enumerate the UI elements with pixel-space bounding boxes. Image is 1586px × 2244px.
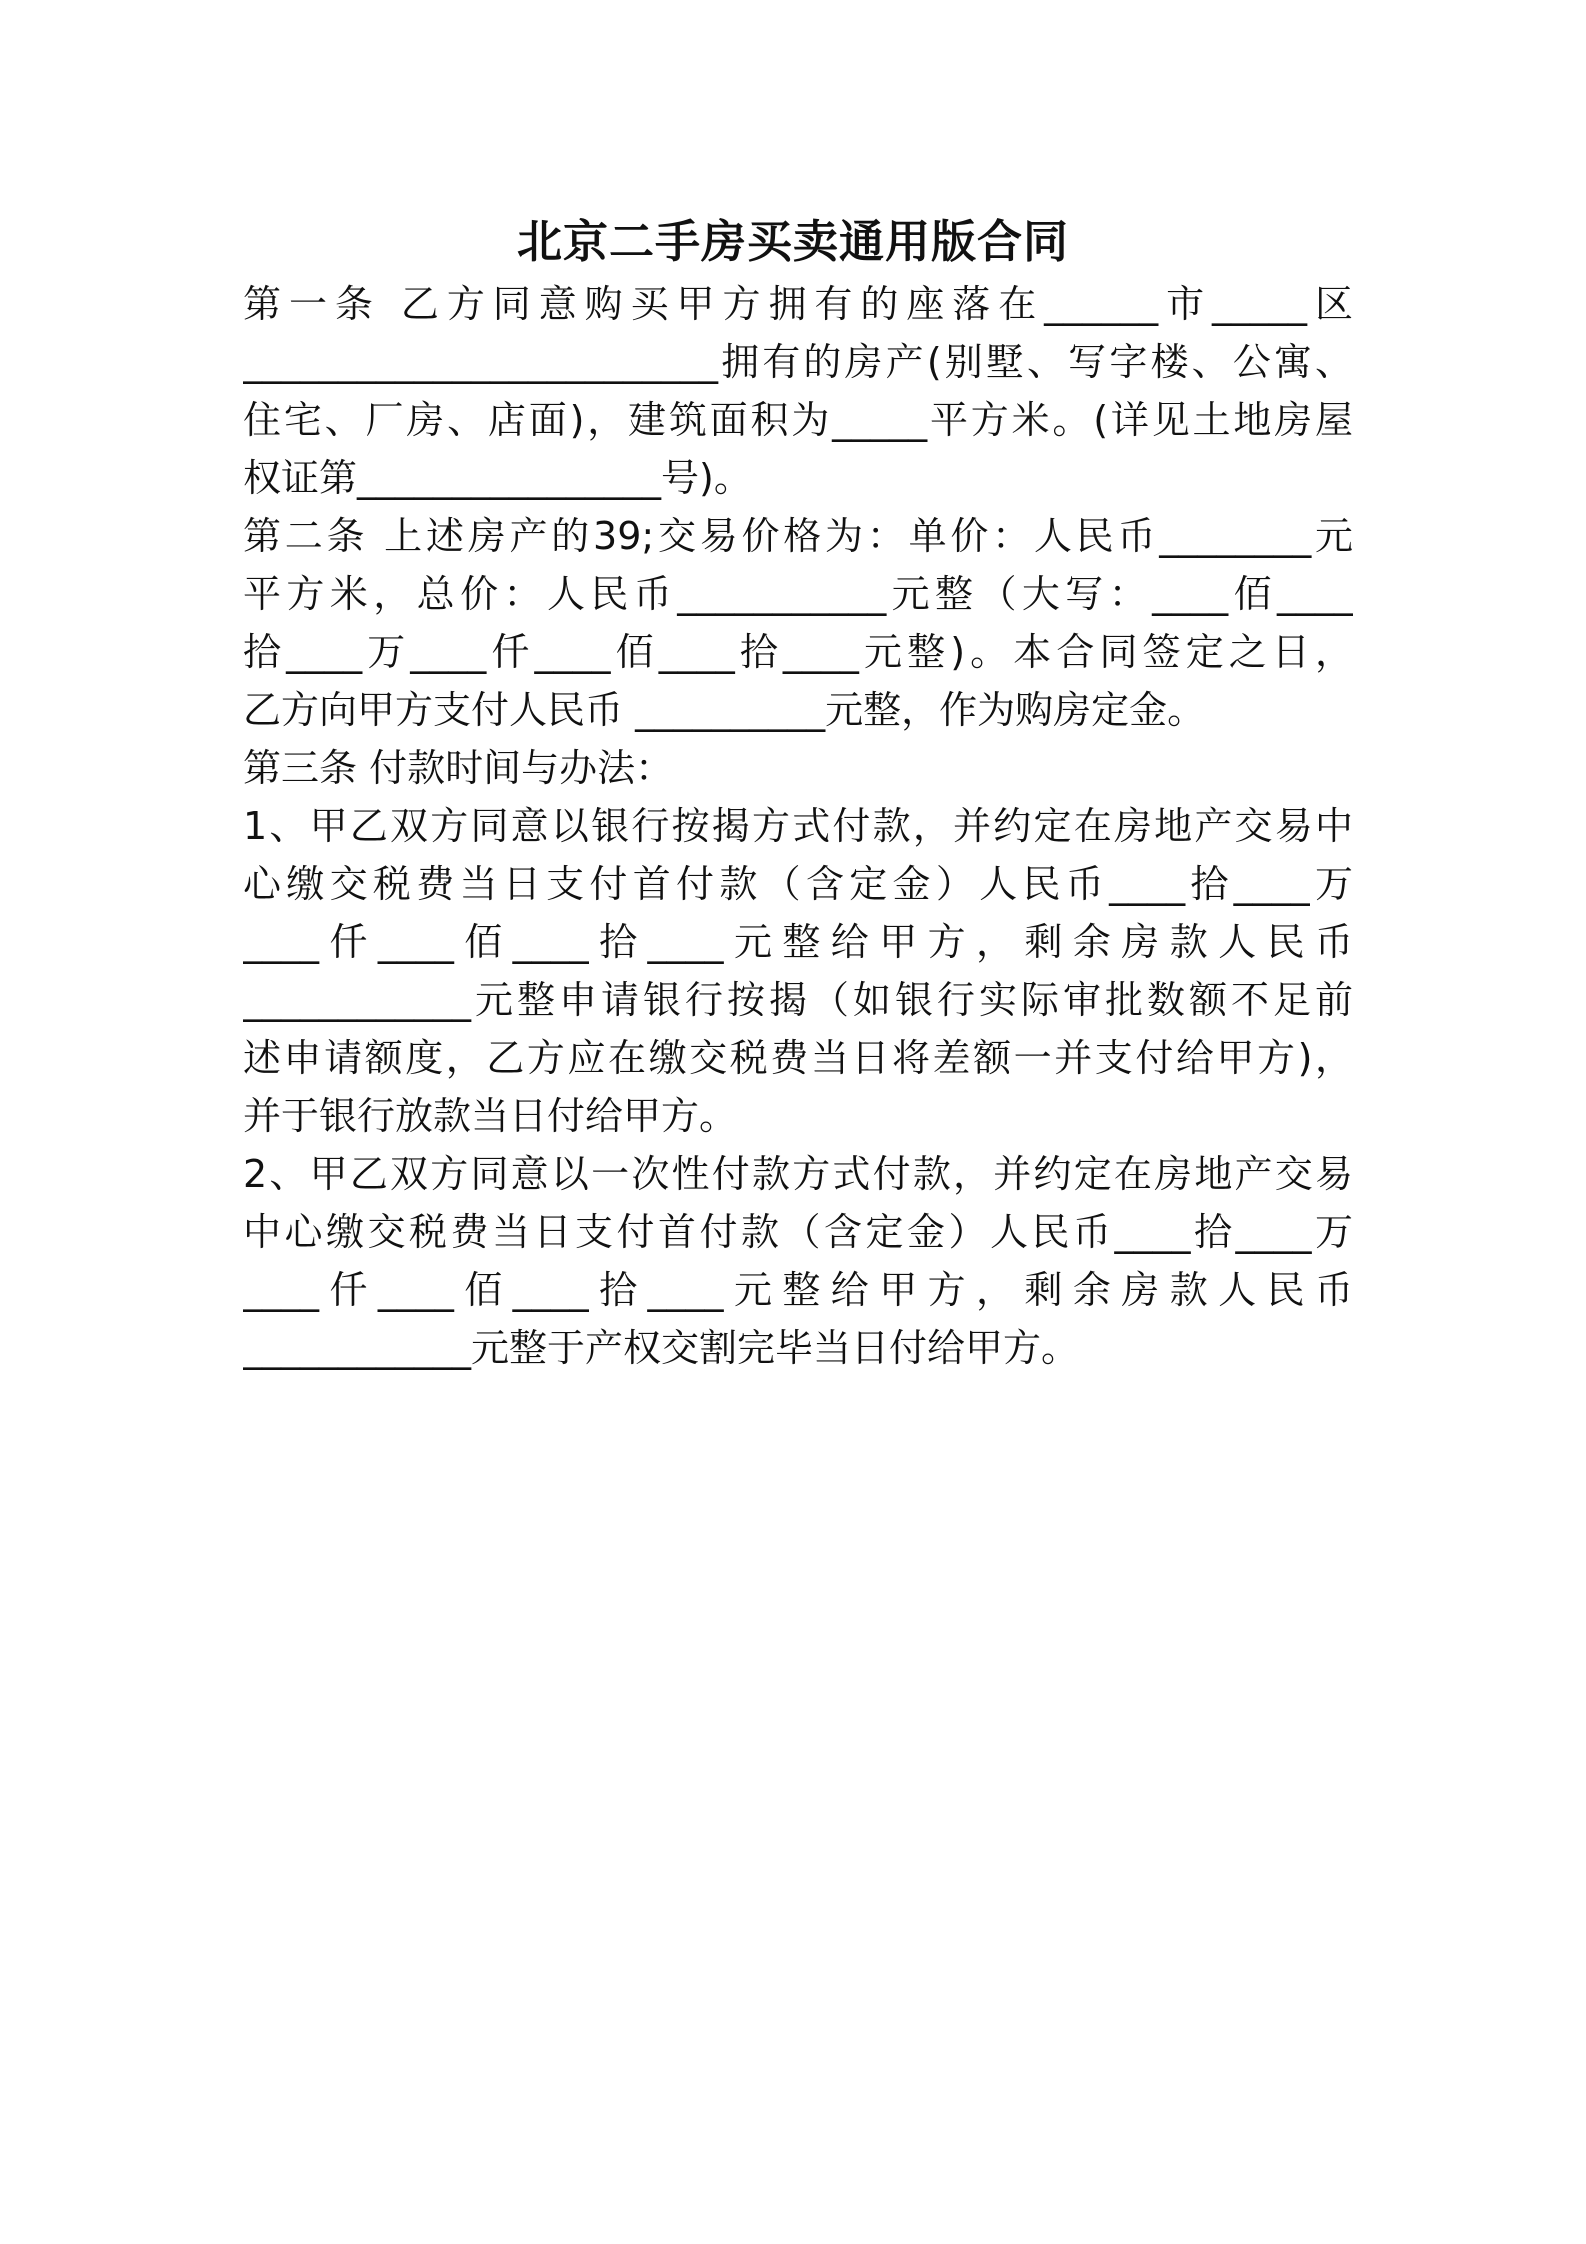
text-line: 乙方向甲方支付人民币 __________元整，作为购房定金。 xyxy=(243,688,1206,732)
text-line: 权证第________________号)。 xyxy=(243,456,752,500)
text-line: ____仟____佰____拾____元整给甲方，剩余房款人民币 xyxy=(243,920,1353,964)
text-line: 平方米，总价：人民币___________元整（大写：____佰____ xyxy=(243,572,1353,616)
text-line: ____仟____佰____拾____元整给甲方，剩余房款人民币 xyxy=(243,1268,1353,1312)
text-line: 2、甲乙双方同意以一次性付款方式付款，并约定在房地产交易 xyxy=(243,1152,1353,1196)
text-line: 第二条 上述房产的39;交易价格为：单价：人民币________元 xyxy=(243,514,1353,558)
text-line: _________________________拥有的房产(别墅、写字楼、公寓、 xyxy=(243,340,1353,384)
text-line: ____________元整于产权交割完毕当日付给甲方。 xyxy=(243,1326,1080,1370)
text-line: 心缴交税费当日支付首付款（含定金）人民币____拾____万 xyxy=(243,862,1353,906)
text-line: 第一条 乙方同意购买甲方拥有的座落在______市_____区 xyxy=(243,282,1353,326)
text-line: ____________元整申请银行按揭（如银行实际审批数额不足前 xyxy=(243,978,1353,1022)
document-title: 北京二手房买卖通用版合同 xyxy=(516,215,1069,268)
text-line: 述申请额度，乙方应在缴交税费当日将差额一并支付给甲方)， xyxy=(243,1036,1353,1080)
text-line: 1、甲乙双方同意以银行按揭方式付款，并约定在房地产交易中 xyxy=(243,804,1353,848)
section-heading: 第三条 付款时间与办法： xyxy=(243,746,674,790)
text-line: 住宅、厂房、店面)，建筑面积为_____平方米。(详见土地房屋 xyxy=(243,398,1353,442)
text-line: 拾____万____仟____佰____拾____元整)。本合同签定之日， xyxy=(243,630,1353,674)
text-line: 中心缴交税费当日支付首付款（含定金）人民币____拾____万 xyxy=(243,1210,1353,1254)
text-line: 并于银行放款当日付给甲方。 xyxy=(243,1094,738,1138)
